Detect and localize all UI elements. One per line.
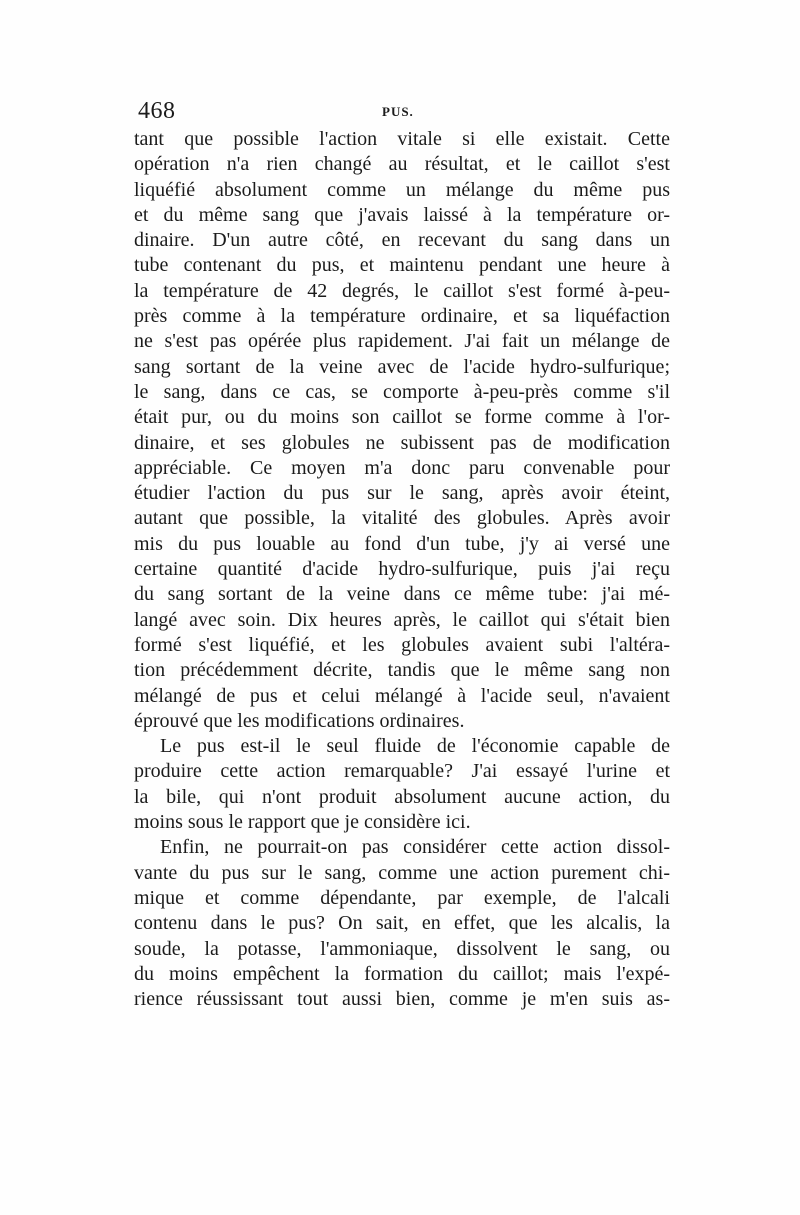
text-line: mélangé de pus et celui mélangé à l'acide seul, n'avaient (134, 684, 670, 707)
text-line: soude, la potasse, l'ammoniaque, dissolvent le sang, ou (134, 937, 670, 960)
page-number: 468 (138, 98, 176, 124)
text-line: le sang, dans ce cas, se comporte à-peu-près comme s'il (134, 380, 670, 403)
text-line: tion précédemment décrite, tandis que le même sang non (134, 659, 670, 682)
text-line: était pur, ou du moins son caillot se forme comme à l'or- (134, 406, 670, 429)
text-line: la bile, qui n'ont produit absolument aucune action, du (134, 785, 670, 808)
text-line: du sang sortant de la veine dans ce même tube: j'ai mé- (134, 583, 670, 606)
running-title: PUS. (382, 104, 414, 119)
text-line: contenu dans le pus? On sait, en effet, que les alcalis, la (134, 912, 670, 935)
running-head (138, 98, 670, 128)
text-line: et du même sang que j'avais laissé à la température or- (134, 203, 670, 226)
text-line: liquéfié absolument comme un mélange du même pus (134, 178, 670, 201)
text-line: mique et comme dépendante, par exemple, de l'alcali (134, 886, 670, 909)
text-line: étudier l'action du pus sur le sang, après avoir éteint, (134, 482, 670, 505)
paragraph-start-line: Le pus est-il le seul fluide de l'économie capable de (160, 735, 670, 758)
paragraph-end-line: éprouvé que les modifications ordinaires. (134, 709, 465, 732)
text-line: du moins empêchent la formation du caillot; mais l'expé- (134, 962, 670, 985)
paragraph-end-line: moins sous le rapport que je considère ici. (134, 811, 471, 834)
text-line: certaine quantité d'acide hydro-sulfurique, puis j'ai reçu (134, 558, 670, 581)
text-line: langé avec soin. Dix heures après, le caillot qui s'était bien (134, 608, 670, 631)
text-line: formé s'est liquéfié, et les globules avaient subi l'altéra- (134, 633, 670, 656)
text-line: dinaire, et ses globules ne subissent pas de modification (134, 431, 670, 454)
text-line: mis du pus louable au fond d'un tube, j'y ai versé une (134, 532, 670, 555)
text-line: rience réussissant tout aussi bien, comme je m'en suis as- (134, 988, 670, 1011)
text-line: vante du pus sur le sang, comme une action purement chi- (134, 861, 670, 884)
text-line: tube contenant du pus, et maintenu pendant une heure à (134, 254, 670, 277)
text-line: dinaire. D'un autre côté, en recevant du sang dans un (134, 229, 670, 252)
text-line: la température de 42 degrés, le caillot s'est formé à-peu- (134, 279, 670, 302)
text-line: sang sortant de la veine avec de l'acide hydro-sulfurique; (134, 355, 670, 378)
body-text (134, 127, 670, 1012)
text-line: autant que possible, la vitalité des globules. Après avoir (134, 507, 670, 530)
text-line: près comme à la température ordinaire, et sa liquéfaction (134, 305, 670, 328)
text-line: produire cette action remarquable? J'ai essayé l'urine et (134, 760, 670, 783)
text-line: opération n'a rien changé au résultat, et le caillot s'est (134, 153, 670, 176)
text-line: ne s'est pas opérée plus rapidement. J'ai fait un mélange de (134, 330, 670, 353)
text-line: tant que possible l'action vitale si elle existait. Cette (134, 128, 670, 150)
text-line: appréciable. Ce moyen m'a donc paru convenable pour (134, 456, 670, 479)
paragraph-start-line: Enfin, ne pourrait-on pas considérer cette action dissol- (160, 836, 670, 859)
